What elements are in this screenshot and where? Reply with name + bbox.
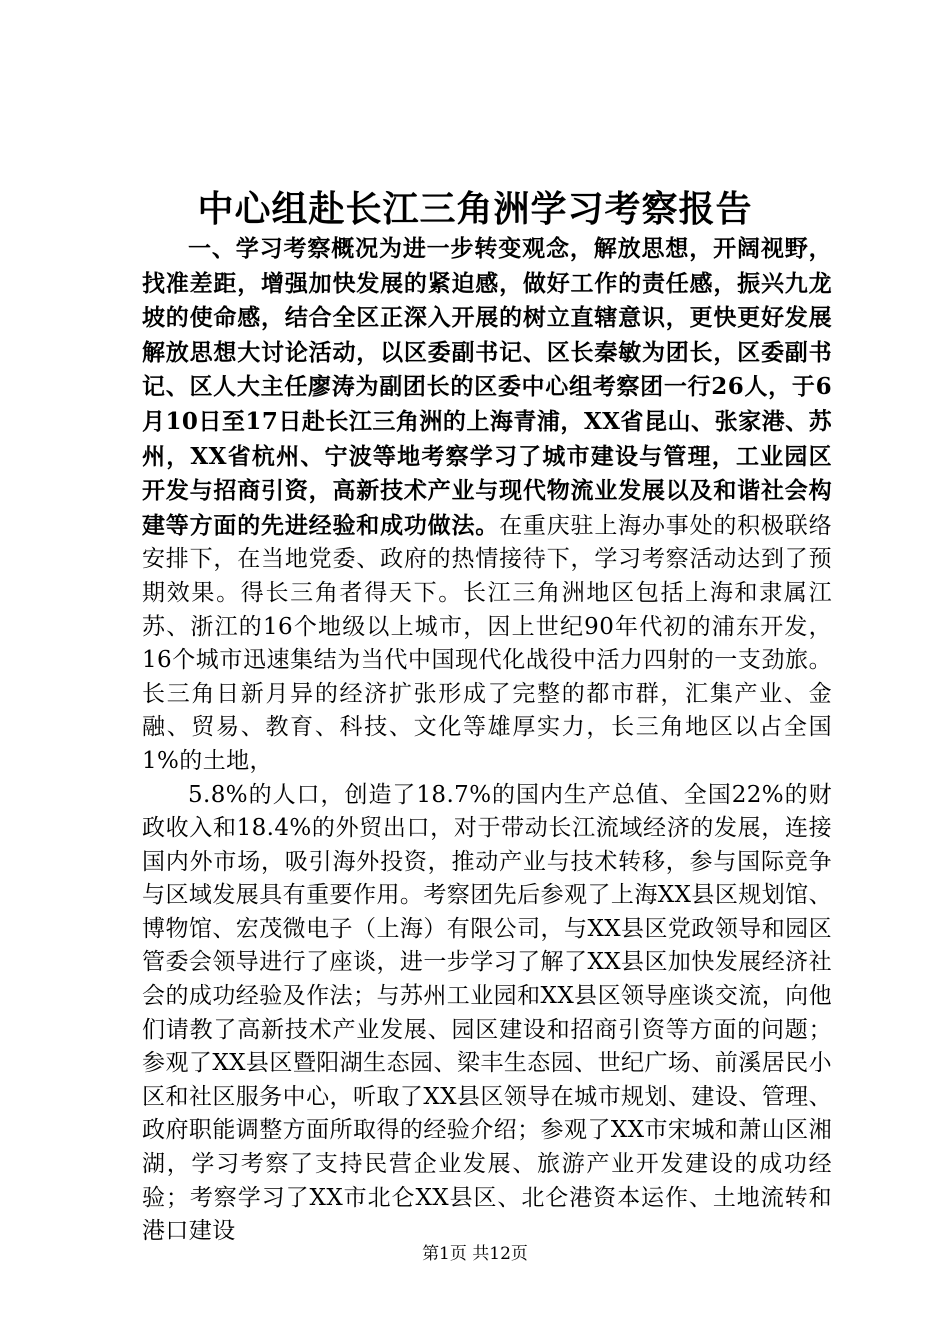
page-indicator: 第1页 共12页 (422, 1244, 528, 1264)
document-title: 中心组赴长江三角洲学习考察报告 (197, 188, 753, 230)
paragraph-1-regular-text: 在重庆驻上海办事处的积极联络安排下，在当地党委、政府的热情接待下，学习考察活动达到了预期效果。得长三角者得天下。长江三角洲地区包括上海和隶属江苏、浙江的16个地级以上城市，因上世纪90年代初的浦东开发，16个城市迅速集结为当代中国现代化战役中活力四射的一支劲旅。长三角日新月异的经济扩张形成了完整的都市群，汇集产业、金融、贸易、教育、科技、文化等雄厚实力，长三角地区以占全国1%的土地， (142, 512, 832, 774)
paragraph-2: 5.8%的人口，创造了18.7%的国内生产总值、全国22%的财政收入和18.4%的外贸出口，对于带动长江流域经济的发展，连接国内外市场，吸引海外投资，推动产业与技术转移，参与国际竞争与区域发展具有重要作用。考察团先后参观了上海XX县区规划馆、博物馆、宏茂微电子（上海）有限公司，与XX县区党政领导和园区管委会领导进行了座谈，进一步学习了解了XX县区加快发展经济社会的成功经验及作法；与苏州工业园和XX县区领导座谈交流，向他们请教了高新技术产业发展、园区建设和招商引资等方面的问题；参观了XX县区暨阳湖生态园、梁丰生态园、世纪广场、前溪居民小区和社区服务中心，听取了XX县区领导在城市规划、建设、管理、政府职能调整方面所取得的经验介绍；参观了XX市宋城和萧山区湘湖，学习考察了支持民营企业发展、旅游产业开发建设的成功经验；考察学习了XX市北仑XX县区、北仑港资本运作、土地流转和港口建设 (142, 781, 832, 1245)
document-body (142, 232, 832, 1249)
paragraph-1-bold-text: 一、学习考察概况为进一步转变观念，解放思想，开阔视野，找准差距，增强加快发展的紧迫感，做好工作的责任感，振兴九龙坡的使命感，结合全区正深入开展的树立直辖意识，更快更好发展解放思想大讨论活动，以区委副书记、区长秦敏为团长，区委副书记、区人大主任廖涛为副团长的区委中心组考察团一行26人，于6月10日至17日赴长江三角洲的上海青浦，XX省昆山、张家港、苏州，XX省杭州、宁波等地考察学习了城市建设与管理，工业园区开发与招商引资，高新技术产业与现代物流业发展以及和谐社会构建等方面的先进经验和成功做法。 (142, 235, 832, 539)
paragraph-1 (142, 232, 832, 779)
